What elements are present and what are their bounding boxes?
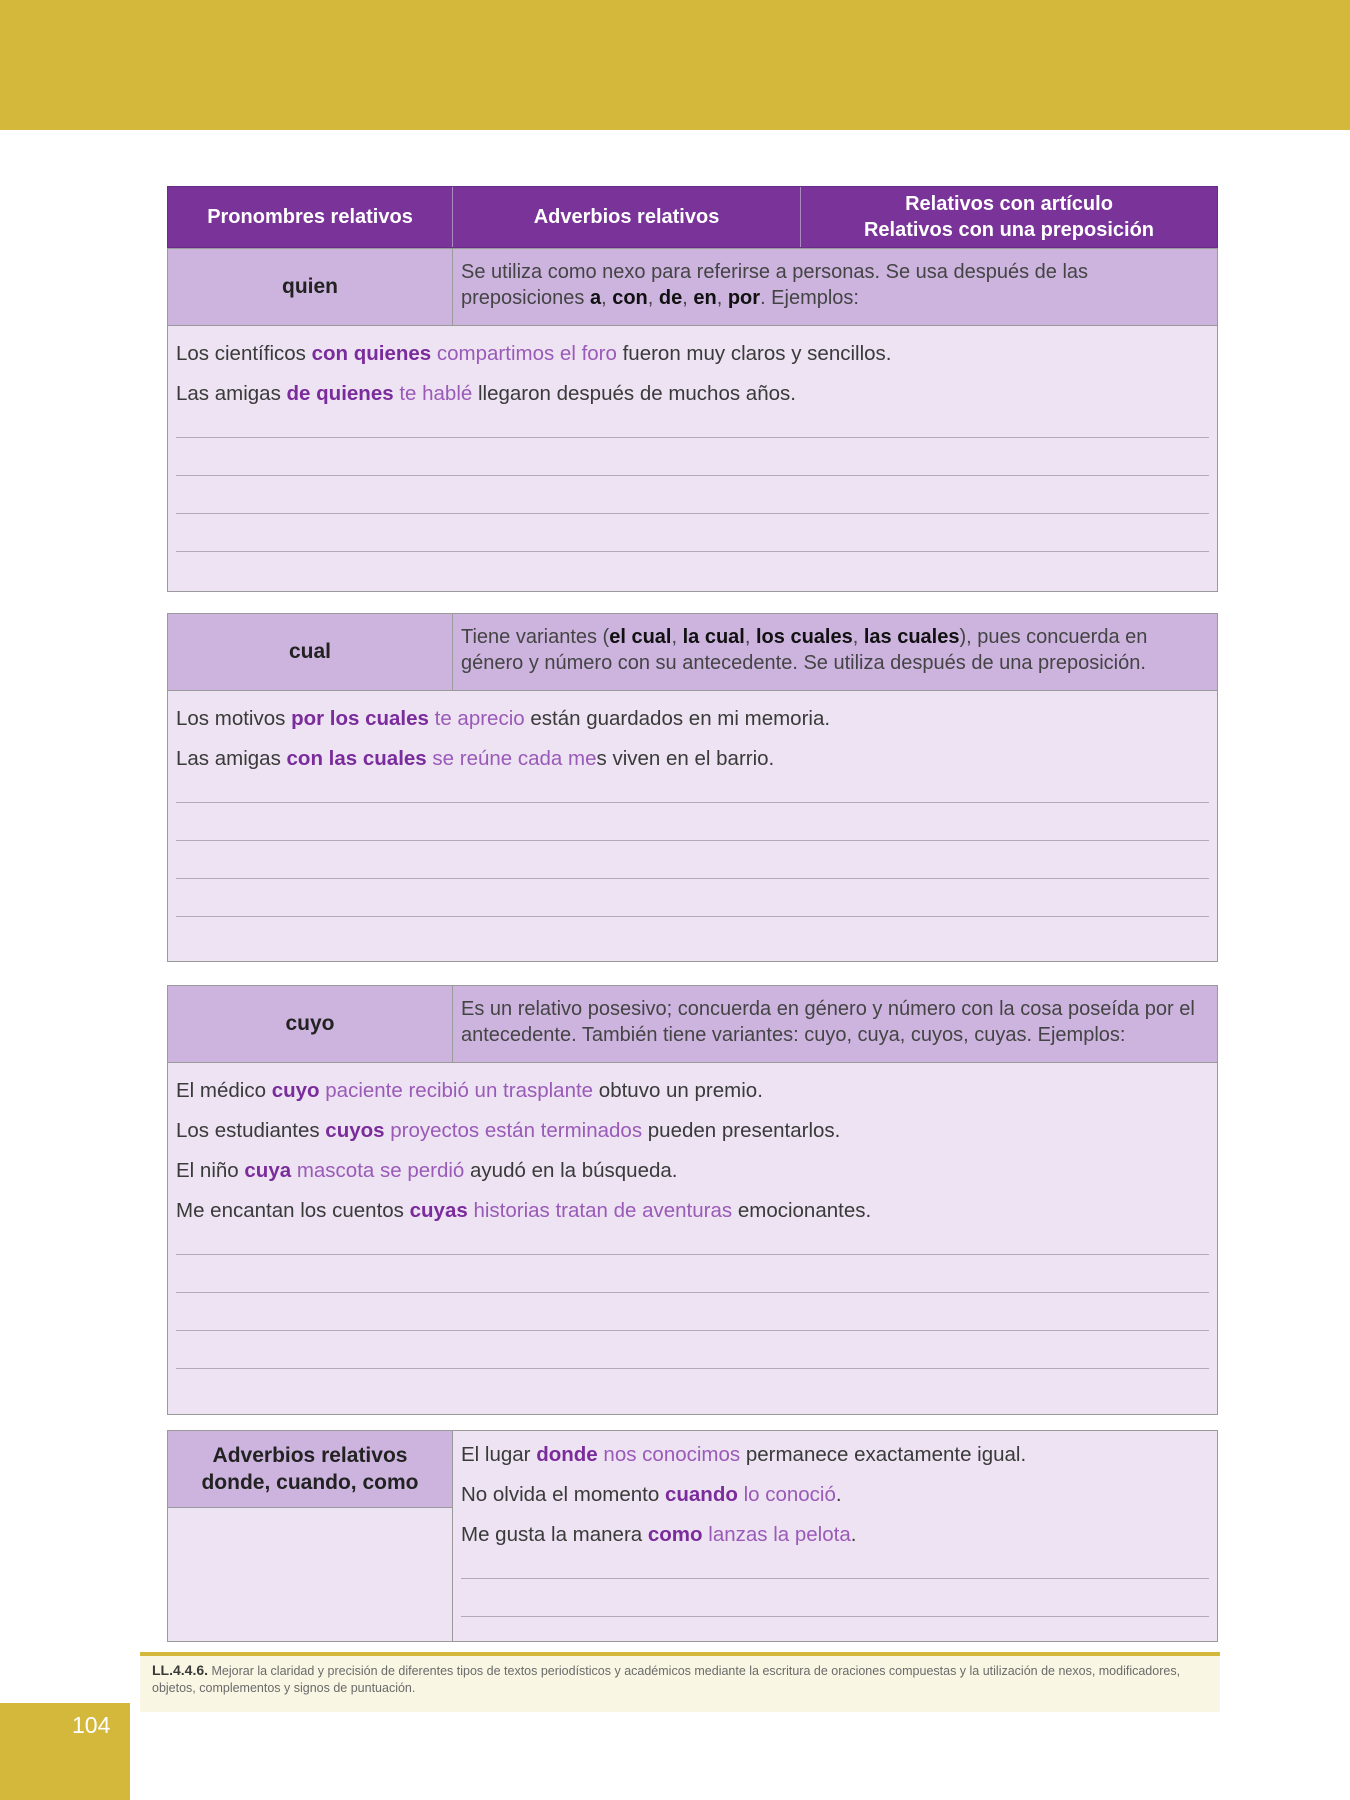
relative-keyword: por los cuales: [291, 707, 429, 730]
writing-line[interactable]: [176, 1254, 1209, 1255]
definition-row: [168, 986, 1217, 1063]
bold-term: el cual: [609, 626, 672, 648]
top-color-band: [0, 0, 1350, 130]
writing-line[interactable]: [176, 437, 1209, 438]
section-adverbios-relativos: [167, 1430, 1218, 1642]
relative-clause: nos conocimos: [597, 1443, 741, 1466]
writing-line[interactable]: [176, 916, 1209, 917]
text-fragment: Los científicos: [176, 342, 312, 365]
text-fragment: ,: [716, 287, 728, 309]
text-fragment: El niño: [176, 1159, 245, 1182]
relative-keyword: cuyos: [325, 1119, 385, 1142]
curriculum-description: Mejorar la claridad y precisión de diferentes tipos de textos periodísticos y académicos mediante la escritura de oraciones compuestas y la utilización de nexos, modificadores, objetos, complementos y signos de puntuación.: [152, 1664, 1181, 1695]
term-line1: Adverbios relativos: [212, 1444, 408, 1467]
relative-keyword: cuyo: [271, 1079, 320, 1102]
curriculum-code: LL.4.4.6.: [152, 1662, 209, 1678]
example-sentence: [176, 1071, 1209, 1111]
header-col3-line1: Relativos con artículo: [905, 193, 1113, 215]
adverbs-term-column: [168, 1431, 453, 1641]
relative-keyword: como: [647, 1523, 703, 1546]
text-fragment: El lugar: [461, 1443, 537, 1466]
relative-keyword: cuando: [664, 1483, 738, 1506]
text-fragment: .: [835, 1483, 842, 1506]
relative-keyword: de quienes: [286, 382, 394, 405]
example-sentence: [176, 739, 1209, 779]
adverbs-examples-area: [453, 1431, 1217, 1641]
text-fragment: s viven en el barrio.: [596, 747, 775, 770]
relative-keyword: con quienes: [311, 342, 432, 365]
bold-term: por: [727, 287, 761, 309]
definition-row: [168, 249, 1217, 326]
relative-clause: paciente recibió un trasplante: [319, 1079, 594, 1102]
text-fragment: pueden presentarlos.: [642, 1119, 841, 1142]
section-cuyo: [167, 985, 1218, 1415]
text-fragment: están guardados en mi memoria.: [524, 707, 831, 730]
bold-term: la cual: [682, 626, 745, 648]
writing-line[interactable]: [461, 1616, 1209, 1617]
text-fragment: Me encantan los cuentos: [176, 1199, 410, 1222]
relative-clause: proyectos están terminados: [384, 1119, 643, 1142]
relative-keyword: donde: [536, 1443, 598, 1466]
curriculum-note: [140, 1652, 1220, 1712]
text-fragment: ayudó en la búsqueda.: [464, 1159, 678, 1182]
writing-line[interactable]: [176, 551, 1209, 552]
relative-clause: lanzas la pelota: [702, 1523, 851, 1546]
text-fragment: ,: [744, 626, 756, 648]
examples-area: [168, 326, 1217, 552]
header-pronombres-relativos: Pronombres relativos: [168, 187, 453, 247]
section-cual: [167, 613, 1218, 962]
example-sentence: [461, 1515, 1209, 1555]
bold-term: con: [612, 287, 648, 309]
example-sentence: [176, 1151, 1209, 1191]
section-quien: [167, 248, 1218, 592]
relative-clause: compartimos el foro: [431, 342, 617, 365]
text-fragment: ,: [601, 287, 613, 309]
header-adverbios-relativos: Adverbios relativos: [453, 187, 801, 247]
text-fragment: .: [850, 1523, 857, 1546]
text-fragment: . Ejemplos:: [760, 287, 859, 309]
header-relativos-articulo: [801, 187, 1217, 247]
writing-line[interactable]: [176, 1368, 1209, 1369]
text-fragment: Es un relativo posesivo; concuerda en género y número con la cosa poseída por el antecedente. También tiene variantes: cuyo, cuya, cuyos, cuyas. Ejemplos:: [461, 998, 1195, 1046]
text-fragment: llegaron después de muchos años.: [472, 382, 796, 405]
examples-area: [168, 691, 1217, 917]
definition-text: [453, 614, 1217, 690]
relative-clause: historias tratan de aventuras: [467, 1199, 733, 1222]
bold-term: en: [693, 287, 717, 309]
relative-keyword: con las cuales: [286, 747, 427, 770]
text-fragment: ,: [852, 626, 864, 648]
text-fragment: Las amigas: [176, 382, 287, 405]
example-sentence: [176, 374, 1209, 414]
text-fragment: obtuvo un premio.: [593, 1079, 763, 1102]
text-fragment: Se utiliza como nexo para referirse a personas. Se usa después de las preposiciones: [461, 261, 1089, 309]
example-sentence: [176, 334, 1209, 374]
writing-line[interactable]: [461, 1578, 1209, 1579]
text-fragment: fueron muy claros y sencillos.: [616, 342, 892, 365]
writing-line[interactable]: [176, 1292, 1209, 1293]
header-col3-line2: Relativos con una preposición: [863, 219, 1155, 241]
text-fragment: Las amigas: [176, 747, 287, 770]
example-sentence: [176, 699, 1209, 739]
text-fragment: El médico: [176, 1079, 272, 1102]
text-fragment: permanece exactamente igual.: [740, 1443, 1027, 1466]
term-cual: cual: [168, 614, 453, 690]
definition-text: [453, 986, 1217, 1062]
example-sentence: [461, 1435, 1209, 1475]
bold-term: los cuales: [756, 626, 853, 648]
relative-clause: te aprecio: [428, 707, 525, 730]
relative-clause: te hablé: [393, 382, 473, 405]
definition-row: [168, 614, 1217, 691]
page-number: 104: [72, 1712, 111, 1738]
writing-line[interactable]: [176, 802, 1209, 803]
text-fragment: emocionantes.: [732, 1199, 872, 1222]
bold-term: de: [658, 287, 683, 309]
relative-clause: se reúne cada me: [426, 747, 597, 770]
examples-area: [168, 1063, 1217, 1369]
text-fragment: ,: [682, 287, 694, 309]
relative-clause: mascota se perdió: [291, 1159, 465, 1182]
text-fragment: ,: [647, 287, 659, 309]
text-fragment: Los estudiantes: [176, 1119, 326, 1142]
term-line2: donde, cuando, como: [201, 1471, 419, 1494]
text-fragment: Me gusta la manera: [461, 1523, 648, 1546]
example-sentence: [461, 1475, 1209, 1515]
text-fragment: Tiene variantes (: [461, 626, 610, 648]
table-header: [167, 186, 1218, 248]
example-sentence: [176, 1191, 1209, 1231]
bold-term: a: [589, 287, 602, 309]
writing-line[interactable]: [176, 513, 1209, 514]
term-quien: quien: [168, 249, 453, 325]
term-adverbios-relativos: [168, 1431, 452, 1508]
term-cuyo: cuyo: [168, 986, 453, 1062]
relative-keyword: cuyas: [409, 1199, 468, 1222]
page-number-tab: [0, 1703, 130, 1800]
writing-line[interactable]: [176, 475, 1209, 476]
text-fragment: No olvida el momento: [461, 1483, 665, 1506]
text-fragment: ), pues concuerda en género y número con su antecedente. Se utiliza después de una preposición.: [461, 626, 1148, 674]
text-fragment: ,: [671, 626, 683, 648]
bold-term: las cuales: [863, 626, 960, 648]
text-fragment: Los motivos: [176, 707, 292, 730]
curriculum-note-text: [140, 1656, 1220, 1697]
writing-line[interactable]: [176, 840, 1209, 841]
writing-line[interactable]: [176, 878, 1209, 879]
writing-line[interactable]: [176, 1330, 1209, 1331]
relative-keyword: cuya: [244, 1159, 292, 1182]
relative-clause: lo conoció: [737, 1483, 836, 1506]
definition-text: [453, 249, 1217, 325]
example-sentence: [176, 1111, 1209, 1151]
